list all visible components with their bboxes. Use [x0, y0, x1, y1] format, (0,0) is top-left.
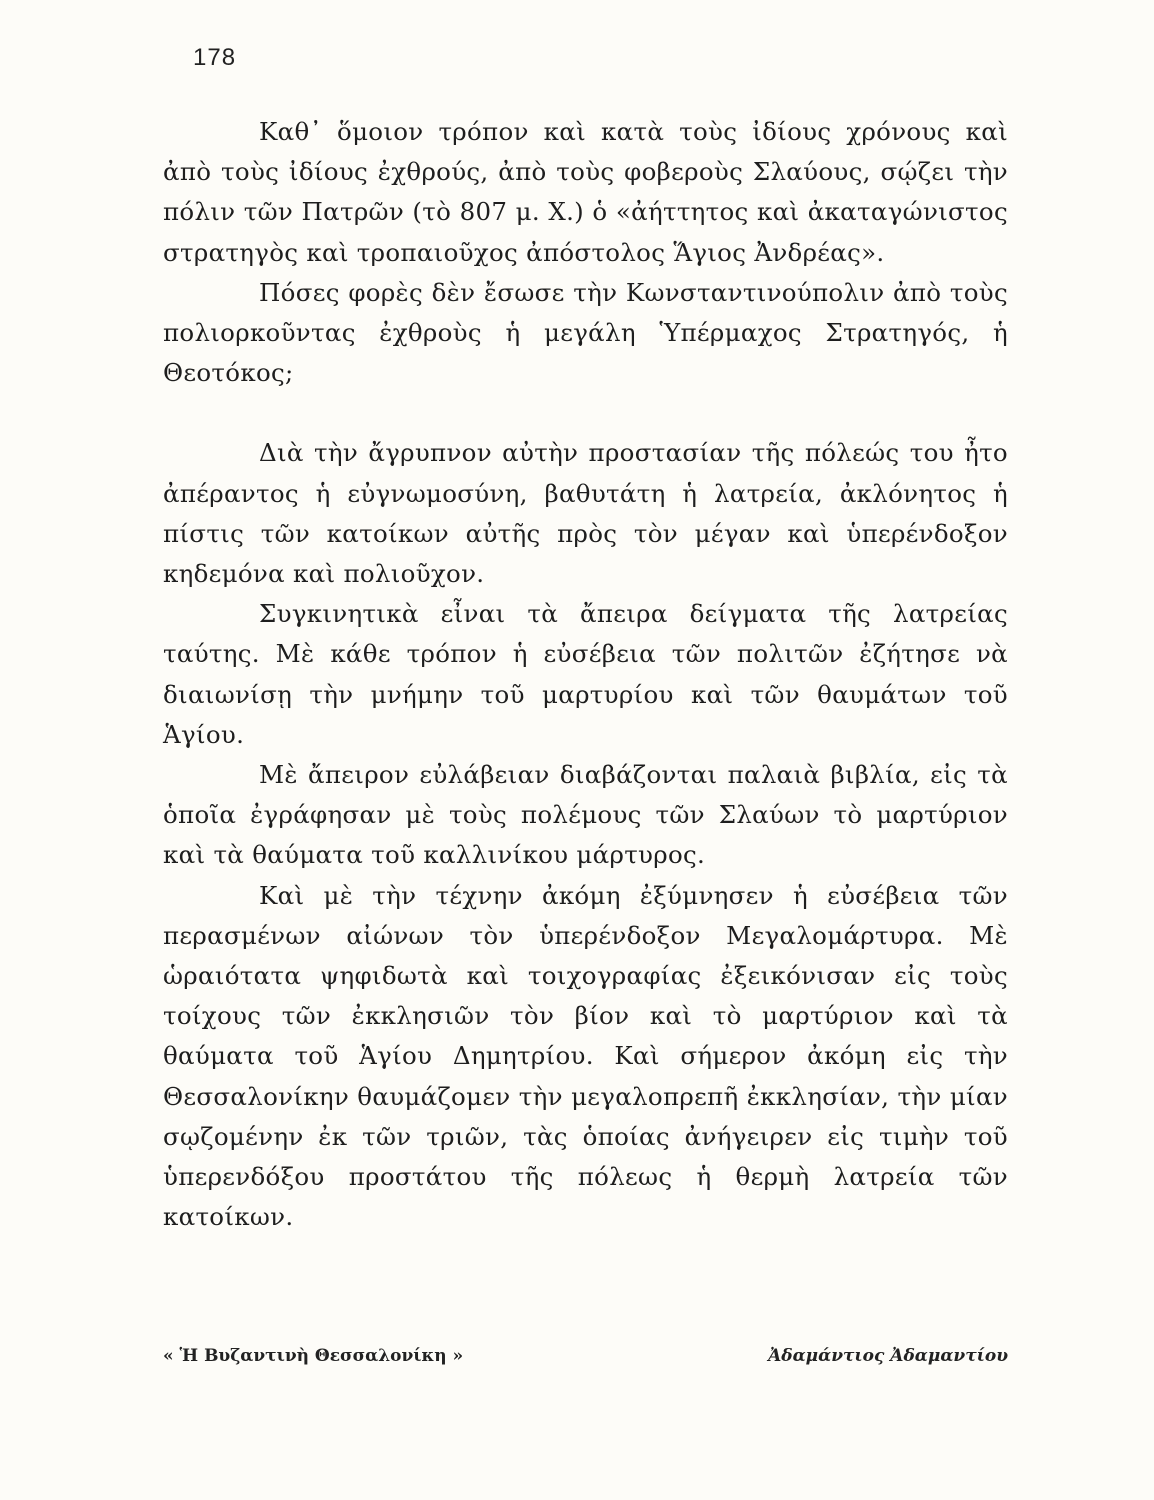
- paragraph: Καθ᾽ ὅμοιον τρόπον καὶ κατὰ τοὺς ἰδίους χρόνους καὶ ἀπὸ τοὺς ἰδίους ἐχθρούς, ἀπὸ τοὺς φοβεροὺς Σλαύους, σῴζει τὴν πόλιν τῶν Πατρῶν (τὸ 807 μ. Χ.) ὁ «ἀήττητος καὶ ἀκαταγώνιστος στρατηγὸς καὶ τροπαιοῦχος ἀπόστολος Ἅγιος Ἀνδρέας».: [163, 117, 1008, 267]
- paragraph: Συγκινητικὰ εἶναι τὰ ἄπειρα δείγματα τῆς λατρείας ταύτης. Μὲ κάθε τρόπον ἡ εὐσέβεια τῶν πολιτῶν ἐζήτησε νὰ διαιωνίσῃ τὴν μνήμην τοῦ μαρτυρίου καὶ τῶν θαυμάτων τοῦ Ἁγίου.: [163, 599, 1008, 749]
- body-text: [163, 112, 1008, 1237]
- paragraph: Καὶ μὲ τὴν τέχνην ἀκόμη ἐξύμνησεν ἡ εὐσέβεια τῶν περασμένων αἰώνων τὸν ὑπερένδοξον Μεγαλομάρτυρα. Μὲ ὡραιότατα ψηφιδωτὰ καὶ τοιχογραφίας ἐξεικόνισαν εἰς τοὺς τοίχους τῶν ἐκκλησιῶν τὸν βίον καὶ τὸ μαρτύριον καὶ τὰ θαύματα τοῦ Ἁγίου Δημητρίου. Καὶ σήμερον ἀκόμη εἰς τὴν Θεσσαλονίκην θαυμάζομεν τὴν μεγαλοπρεπῆ ἐκκλησίαν, τὴν μίαν σῳζομένην ἐκ τῶν τριῶν, τὰς ὁποίας ἀνήγειρεν εἰς τιμὴν τοῦ ὑπερενδόξου προστάτου τῆς πόλεως ἡ θερμὴ λατρεία τῶν κατοίκων.: [163, 880, 1008, 1232]
- footer-author: Ἀδαμάντιος Ἀδαμαντίου: [768, 1346, 1008, 1366]
- paragraph: Πόσες φορὲς δὲν ἔσωσε τὴν Κωνσταντινούπολιν ἀπὸ τοὺς πολιορκοῦντας ἐχθροὺς ἡ μεγάλη Ὑπέρμαχος Στρατηγός, ἡ Θεοτόκος;: [163, 277, 1008, 388]
- footer-source: « Ἡ Βυζαντινὴ Θεσσαλονίκη »: [163, 1346, 464, 1366]
- paragraph: Διὰ τὴν ἄγρυπνον αὐτὴν προστασίαν τῆς πόλεώς του ἦτο ἀπέραντος ἡ εὐγνωμοσύνη, βαθυτάτη ἡ λατρεία, ἀκλόνητος ἡ πίστις τῶν κατοίκων αὐτῆς πρὸς τὸν μέγαν καὶ ὑπερένδοξον κηδεμόνα καὶ πολιοῦχον.: [163, 438, 1008, 589]
- page-number: 178: [193, 44, 237, 71]
- paragraph: Μὲ ἄπειρον εὐλάβειαν διαβάζονται παλαιὰ βιβλία, εἰς τὰ ὁποῖα ἐγράφησαν μὲ τοὺς πολέμους τῶν Σλαύων τὸ μαρτύριον καὶ τὰ θαύματα τοῦ καλλινίκου μάρτυρος.: [163, 760, 1008, 870]
